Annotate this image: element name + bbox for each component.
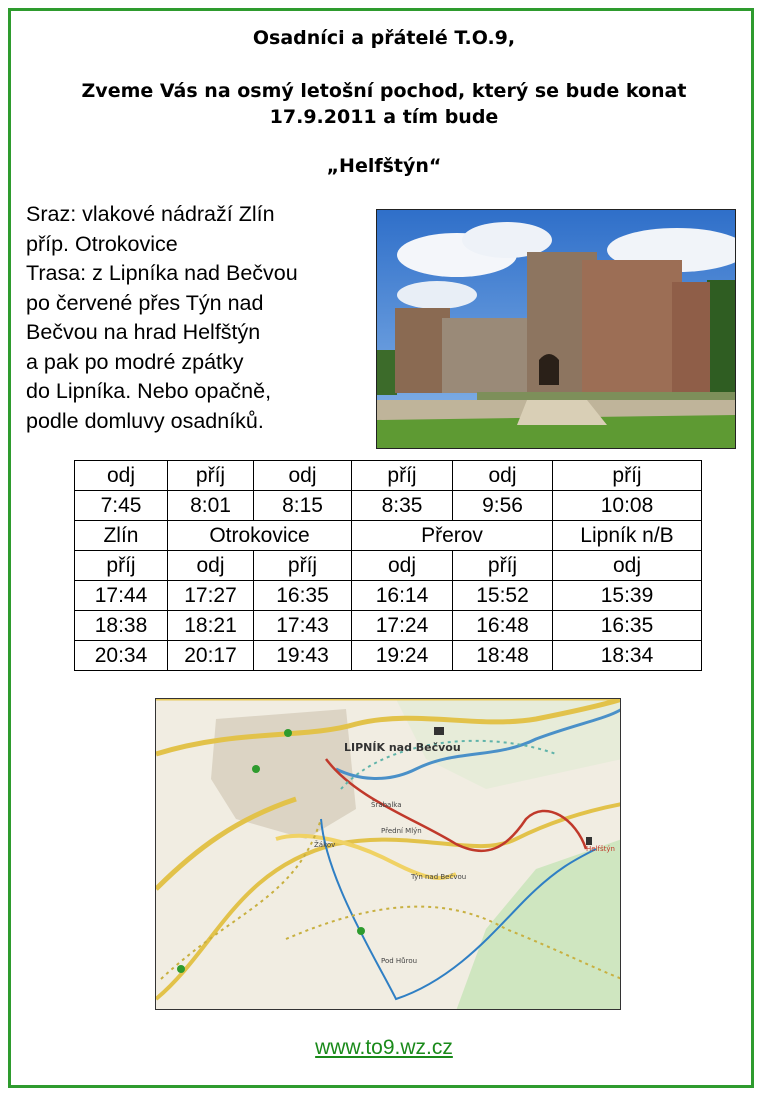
info-line: a pak po modré zpátky [26,349,244,374]
table-cell: 20:34 [75,641,168,671]
table-cell: 18:48 [453,641,553,671]
station-cell: Lipník n/B [553,521,702,551]
table-cell: 15:52 [453,581,553,611]
table-cell: 16:14 [352,581,453,611]
poi-icon [284,729,292,737]
poi-icon [357,927,365,935]
greeting: Osadníci a přátelé T.O.9, [252,27,516,49]
table-cell: odj [75,461,168,491]
table-row [75,611,702,641]
map-label: Týn nad Bečvou [411,873,467,881]
table-row [75,581,702,611]
map-label: Šrabalka [371,801,402,809]
table-cell: 17:43 [254,611,352,641]
info-line: příp. Otrokovice [26,231,178,256]
station-cell: Přerov [352,521,553,551]
table-cell: 17:44 [75,581,168,611]
station-cell: Otrokovice [168,521,352,551]
table-cell: příj [75,551,168,581]
table-cell: 7:45 [75,491,168,521]
station-cell: Zlín [75,521,168,551]
table-cell: odj [352,551,453,581]
info-line: do Lipníka. Nebo opačně, [26,379,272,403]
table-cell: odj [553,551,702,581]
info-line: Bečvou na hrad Helfštýn [26,320,261,344]
table-cell: 9:56 [453,491,553,521]
table-row [75,491,702,521]
table-cell: příj [453,551,553,581]
table-row [75,461,702,491]
invitation [0,78,768,130]
train-schedule [74,460,702,671]
table-cell: příj [352,461,453,491]
poi-icon [252,765,260,773]
map-label: Helfštýn [586,845,615,853]
website-link[interactable]: www.to9.wz.cz [315,1036,453,1059]
event-name: „Helfštýn“ [326,155,442,177]
table-cell: 19:43 [254,641,352,671]
table-cell: 8:15 [254,491,352,521]
table-cell: 8:35 [352,491,453,521]
table-row [75,551,702,581]
table-cell: příj [168,461,254,491]
info-line: po červené přes Týn nad [26,290,264,315]
building-icon [434,727,444,735]
table-cell: 15:39 [553,581,702,611]
table-cell: 18:21 [168,611,254,641]
invitation-line: Zveme Vás na osmý letošní pochod, který se bude konat [81,80,687,102]
station-row [75,521,702,551]
table-cell: příj [553,461,702,491]
map-label: Přední Mlýn [381,827,422,835]
info-line: podle domluvy osadníků. [26,408,264,433]
meeting-info [26,200,371,436]
table-cell: 10:08 [553,491,702,521]
table-cell: 19:24 [352,641,453,671]
table-cell: 16:35 [254,581,352,611]
route-map [155,698,621,1010]
table-cell: 18:38 [75,611,168,641]
table-cell: odj [168,551,254,581]
map-town-label: LIPNÍK nad Bečvou [344,741,461,754]
castle-photo [376,209,736,449]
map-label: Žákov [314,841,336,849]
event-date-line: 17.9.2011 a tím bude [269,106,499,128]
table-cell: 16:35 [553,611,702,641]
poi-icon [177,965,185,973]
castle-icon [586,837,592,845]
table-cell: 17:27 [168,581,254,611]
table-row [75,641,702,671]
table-cell: 17:24 [352,611,453,641]
table-cell: 8:01 [168,491,254,521]
table-cell: odj [254,461,352,491]
table-cell: příj [254,551,352,581]
table-cell: 18:34 [553,641,702,671]
table-cell: odj [453,461,553,491]
info-line: Sraz: vlakové nádraží Zlín [26,202,275,226]
table-cell: 16:48 [453,611,553,641]
map-label: Pod Hůrou [381,957,418,965]
info-line: Trasa: z Lipníka nad Bečvou [26,261,298,285]
table-cell: 20:17 [168,641,254,671]
